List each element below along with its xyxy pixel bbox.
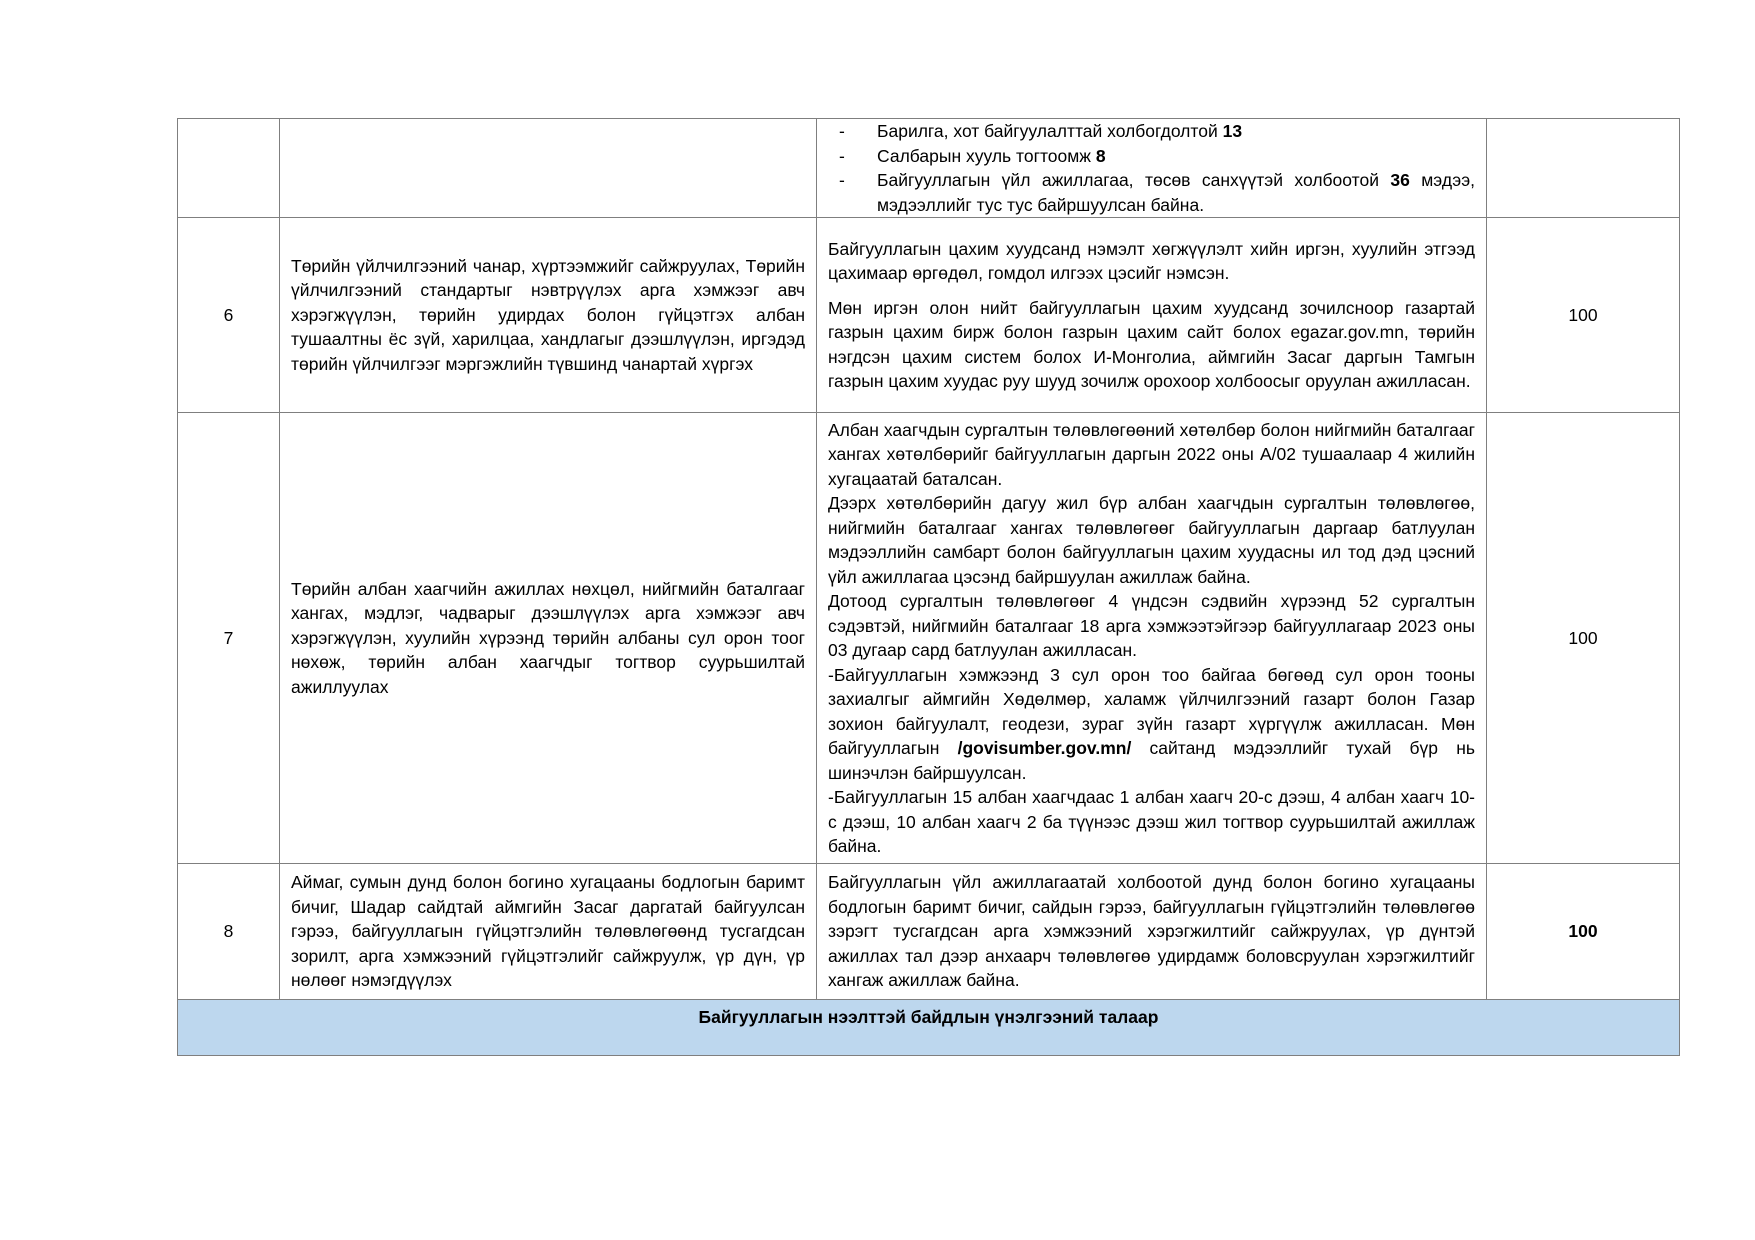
result-paragraph: Мөн иргэн олон нийт байгууллагын цахим хуудсанд зочилсноор газартай газрын цахим бирж болон газрын цахим сайт болох egazar.gov.mn, төрийн нэгдсэн цахим систем болох И-Монголиа, аймгийн Засаг даргын Тамгын газрын цахим хуудас руу шууд зочилж орохоор холбоосыг оруулан ажилласан. (828, 297, 1475, 391)
table-row (178, 864, 1680, 1000)
table-row (178, 218, 1680, 413)
score-cell: 100 (1487, 218, 1680, 413)
table-row (178, 119, 1680, 218)
result-cell (817, 119, 1487, 218)
result-paragraph: Дотоод сургалтын төлөвлөгөөг 4 үндсэн сэдвийн хүрээнд 52 сургалтын сэдэвтэй, нийгмийн баталгааг 18 арга хэмжээтэйгээр байгууллагаар 2023 оны 03 дугаар сард батлуулан ажилласан. (828, 591, 1475, 660)
result-cell: Байгууллагын үйл ажиллагаатай холбоотой дунд болон богино хугацааны бодлогын баримт бичиг, сайдын гэрээ, байгууллагын гүйцэтгэлийн төлөвлөгөө зэрэгт тусгагдсан арга хэмжээний хэрэгжилтийг сайжруулах, үр дүнтэй ажиллах тал дээр анхаарч төлөвлөгөө удирдамж боловсруулан хэрэгжилтийг хангаж ажиллаж байна. (817, 864, 1487, 1000)
row-number-cell: 7 (178, 413, 280, 864)
score-cell (1487, 119, 1680, 218)
section-title: Байгууллагын нээлттэй байдлын үнэлгээний талаар (178, 1000, 1680, 1056)
table-row (178, 413, 1680, 864)
row-number-cell: 8 (178, 864, 280, 1000)
task-cell: Аймаг, сумын дунд болон богино хугацааны бодлогын баримт бичиг, Шадар сайдтай аймгийн Засаг даргатай байгуулсан гэрээ, байгууллагын гүйцэтгэлийн төлөвлөгөөнд тусгагдсан зорилт, арга хэмжээний гүйцэтгэлийг сайжруулж, үр дүн, үр нөлөөг нэмэгдүүлэх (280, 864, 817, 1000)
result-paragraph: -Байгууллагын 15 албан хаагчдаас 1 албан хаагч 20-с дээш, 4 албан хаагч 10-с дээш, 10 албан хаагч 2 ба түүнээс дээш жил тогтвор суурьшилтай ажиллаж байна. (828, 787, 1475, 856)
row-number-cell: 6 (178, 218, 280, 413)
row-number-cell (178, 119, 280, 218)
result-cell (817, 218, 1487, 413)
result-cell (817, 413, 1487, 864)
list-item: - Барилга, хот байгуулалттай холбогдолтой 13 (877, 119, 1475, 144)
list-item: - Байгууллагын үйл ажиллагаа, төсөв санхүүтэй холбоотой 36 мэдээ, мэдээллийг тус тус байршуулсан байна. (877, 168, 1475, 217)
result-paragraph: Дээрх хөтөлбөрийн дагуу жил бүр албан хаагчдын сургалтын төлөвлөгөө, нийгмийн баталгааг хангах төлөвлөгөөг байгууллагын даргаар батлуулан мэдээллийн самбарт болон байгууллагын цахим хуудасны ил тод дэд цэсний үйл ажиллагаа цэсэнд байршуулан ажиллаж байна. (828, 493, 1475, 587)
task-cell: Төрийн үйлчилгээний чанар, хүртээмжийг сайжруулах, Төрийн үйлчилгээний стандартыг нэвтрүүлэх арга хэмжээг авч хэрэгжүүлэн, төрийн удирдах болон гүйцэтгэх албан тушаалтны ёс зүй, харилцаа, хандлагыг дээшлүүлэн, иргэдэд төрийн үйлчилгээг мэргэжлийн түвшинд чанартай хүргэх (280, 218, 817, 413)
score-cell: 100 (1487, 864, 1680, 1000)
evaluation-table (177, 118, 1680, 1056)
result-paragraph: Албан хаагчдын сургалтын төлөвлөгөөний хөтөлбөр болон нийгмийн баталгааг хангах хөтөлбөрийг байгууллагын даргын 2022 оны А/02 тушаалаар 4 жилийн хугацаатай баталсан. (828, 419, 1475, 489)
task-cell: Төрийн албан хаагчийн ажиллах нөхцөл, нийгмийн баталгааг хангах, мэдлэг, чадварыг дээшлүүлэх арга хэмжээг авч хэрэгжүүлэн, хуулийн хүрээнд төрийн албаны сул орон тоог нөхөж, төрийн албан хаагчдыг тогтвор суурьшилтай ажиллуулах (280, 413, 817, 864)
result-paragraph: Байгууллагын цахим хуудсанд нэмэлт хөгжүүлэлт хийн иргэн, хуулийн этгээд цахимаар өргөдөл, гомдол илгээх цэсийг нэмсэн. (828, 238, 1475, 283)
list-item: - Салбарын хууль тогтоомж 8 (877, 144, 1475, 169)
score-cell: 100 (1487, 413, 1680, 864)
website-link-text: /govisumber.gov.mn/ (957, 738, 1132, 758)
task-cell (280, 119, 817, 218)
section-header-row (178, 1000, 1680, 1056)
result-paragraph: -Байгууллагын хэмжээнд 3 сул орон тоо байгаа бөгөөд сул орон тооны захиалгыг аймгийн Хөдөлмөр, халамж үйлчилгээний газарт болон Газар зохион байгуулалт, геодези, зураг зүйн газарт хүргүүлж ажилласан. Мөн байгууллагын /govisumber.gov.mn/ сайтанд мэдээллийг тухай бүр нь шинэчлэн байршуулсан. (828, 664, 1475, 783)
result-dash-list (828, 119, 1475, 217)
